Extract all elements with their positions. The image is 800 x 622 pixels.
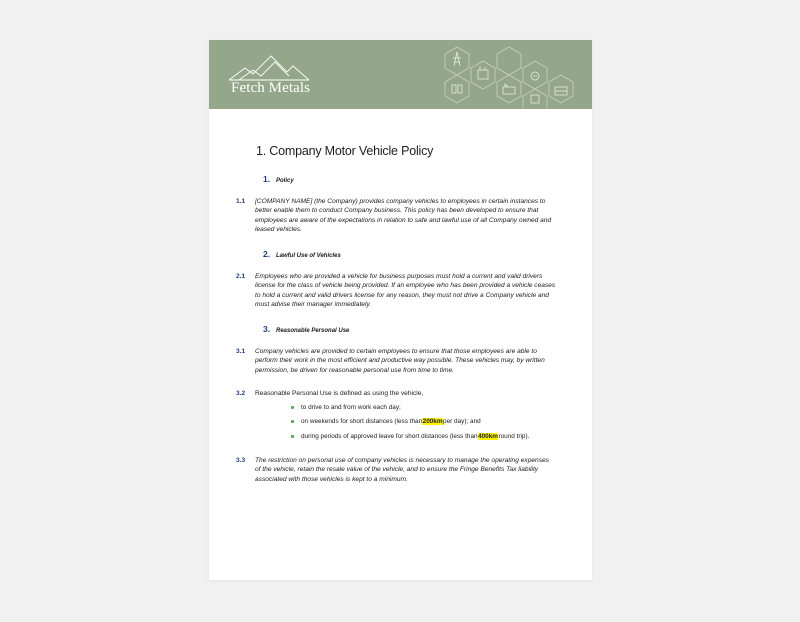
list-item — [291, 404, 401, 411]
header-banner — [209, 40, 592, 109]
list-item-text: to drive to and from work each day; — [301, 404, 401, 411]
clause-text: The restriction on personal use of company vehicles is necessary to manage the operating expenses of the vehicle, retain the resale value of the vehicle, and to ensure the Fringe Benefits Tax liability associated with those vehicles is kept to a minimum. — [255, 457, 549, 483]
clause-3-2 — [236, 389, 556, 398]
clause-text: Employees who are provided a vehicle for business purposes must hold a current and valid drivers license for the class of vehicle being provided. If an employee who has been provided a vehicle ceases to hold a current and valid drivers license for any reason, they must not drive a Company vehicle and must advise their manager immediately. — [255, 273, 556, 308]
clause-3-3 — [236, 456, 556, 484]
highlighted-distance: 200km — [422, 418, 443, 425]
section-number: 3. — [263, 324, 271, 334]
clause-number: 3.1 — [236, 348, 246, 355]
section-label: Reasonable Personal Use — [276, 328, 350, 334]
document-title: 1. Company Motor Vehicle Policy — [256, 144, 434, 158]
list-item-text: round trip). — [498, 433, 530, 440]
clause-text: [COMPANY NAME] (the Company) provides company vehicles to employees in certain instances to better enable them to conduct Company business. This policy has been developed to ensure that employees are aware of the expectations in relation to safe and lawful use of all Company owned and leased vehicles. — [255, 198, 552, 233]
clause-number: 3.3 — [236, 457, 246, 464]
clause-text: Reasonable Personal Use is defined as using the vehicle, — [255, 390, 424, 397]
clause-number: 3.2 — [236, 390, 246, 397]
section-number: 1. — [263, 174, 271, 184]
clause-number: 1.1 — [236, 198, 246, 205]
mountains-logo-icon — [227, 52, 311, 82]
clause-2-1 — [236, 272, 556, 309]
highlighted-distance: 400km — [478, 433, 498, 440]
section-label: Lawful Use of Vehicles — [276, 253, 341, 259]
clause-text: Company vehicles are provided to certain employees to ensure that those employees are able to perform their work in the most efficient and productive way possible. These vehicles may, by written permission, be driven for reasonable personal use from time to time. — [255, 348, 545, 374]
bullet-icon — [291, 406, 294, 409]
clause-number: 2.1 — [236, 273, 246, 280]
clause-1-1 — [236, 197, 556, 234]
list-item — [291, 418, 481, 425]
document-page — [209, 40, 592, 580]
industry-hexagons-icon — [437, 40, 592, 109]
section-heading-personal-use — [263, 324, 349, 334]
list-item-text: per day); and — [443, 418, 481, 425]
section-heading-lawful-use — [263, 249, 341, 259]
company-name: Fetch Metals — [231, 80, 311, 96]
list-item-text: on weekends for short distances (less than — [301, 418, 423, 425]
list-item-text: during periods of approved leave for short distances (less than — [301, 433, 478, 440]
section-heading-policy — [263, 174, 294, 184]
section-label: Policy — [276, 178, 294, 184]
section-number: 2. — [263, 249, 271, 259]
bullet-icon — [291, 420, 294, 423]
list-item — [291, 433, 529, 440]
clause-3-1 — [236, 347, 556, 375]
bullet-icon — [291, 435, 294, 438]
